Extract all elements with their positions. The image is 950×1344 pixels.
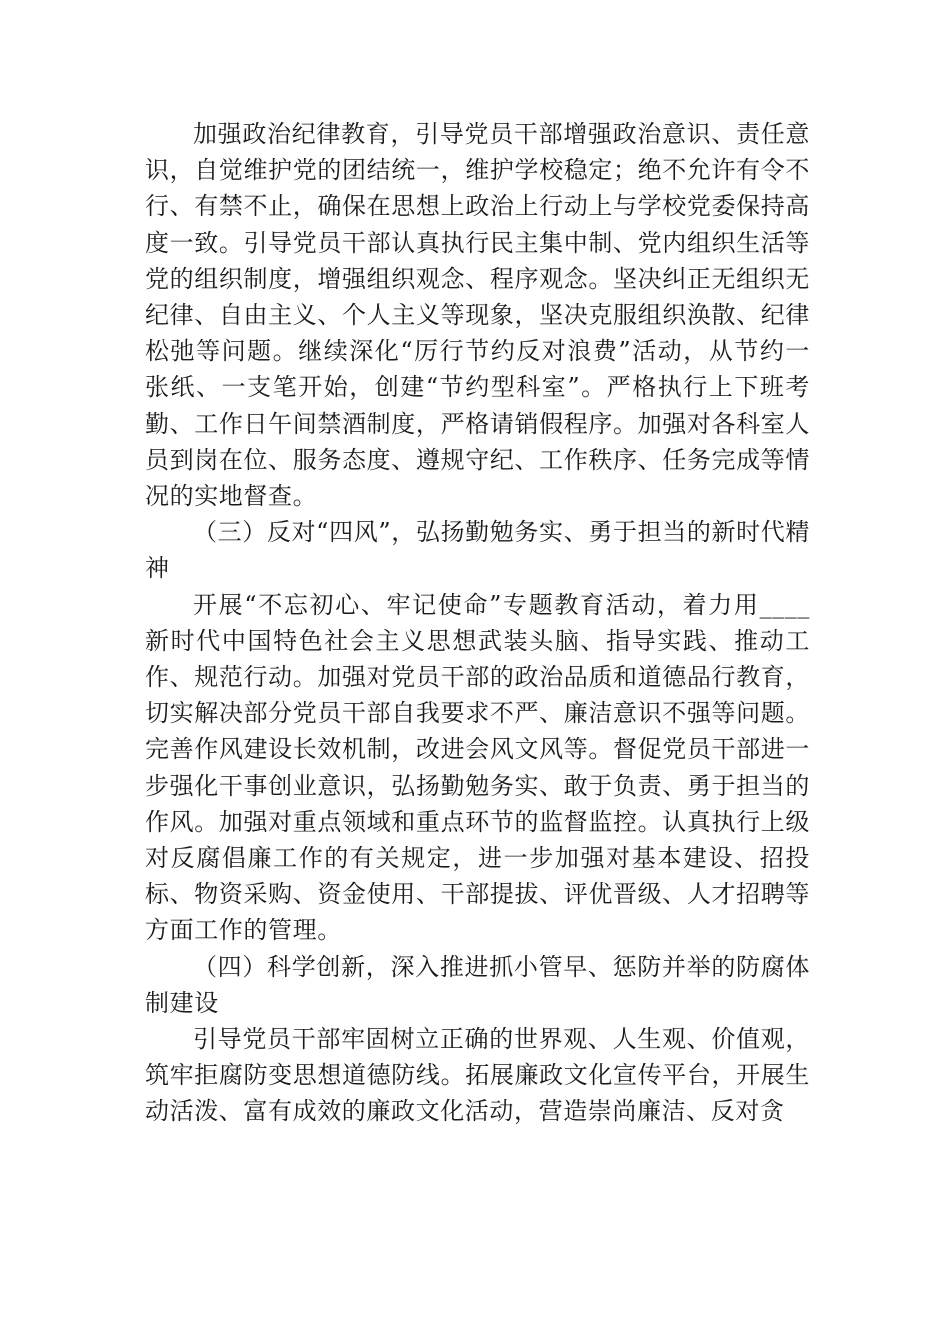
section-heading-three: （三）反对“四风”，弘扬勤勉务实、勇于担当的新时代精神 [145, 518, 810, 583]
section-heading-four: （四）科学创新，深入推进抓小管早、惩防并举的防腐体制建设 [145, 952, 810, 1017]
paragraph-discipline-education: 加强政治纪律教育，引导党员干部增强政治意识、责任意识，自觉维护党的团结统一，维护学校稳定；绝不允许有令不行、有禁不止，确保在思想上政治上行动上与学校党委保持高度一致。引导党员干部认真执行民主集中制、党内组织生活等党的组织制度，增强组织观念、程序观念。坚决纠正无组织无纪律、自由主义、个人主义等现象，坚决克服组织涣散、纪律松弛等问题。继续深化“厉行节约反对浪费”活动，从节约一张纸、一支笔开始，创建“节约型科室”。严格执行上下班考勤、工作日午间禁酒制度，严格请销假程序。加强对各科室人员到岗在位、服务态度、遵规守纪、工作秩序、任务完成等情况的实地督查。 [145, 120, 810, 511]
paragraph-theme-education: 开展“不忘初心、牢记使命”专题教育活动，着力用____新时代中国特色社会主义思想武装头脑、指导实践、推动工作、规范行动。加强对党员干部的政治品质和道德品行教育，切实解决部分党员干部自我要求不严、廉洁意识不强等问题。完善作风建设长效机制，改进会风文风等。督促党员干部进一步强化干事创业意识，弘扬勤勉务实、敢于负责、勇于担当的作风。加强对重点领域和重点环节的监督监控。认真执行上级对反腐倡廉工作的有关规定，进一步加强对基本建设、招投标、物资采购、资金使用、干部提拔、评优晋级、人才招聘等方面工作的管理。 [145, 590, 810, 945]
document-body [145, 116, 810, 1130]
paragraph-integrity-culture: 引导党员干部牢固树立正确的世界观、人生观、价值观，筑牢拒腐防变思想道德防线。拓展廉政文化宣传平台，开展生动活泼、富有成效的廉政文化活动，营造崇尚廉洁、反对贪 [145, 1025, 810, 1126]
